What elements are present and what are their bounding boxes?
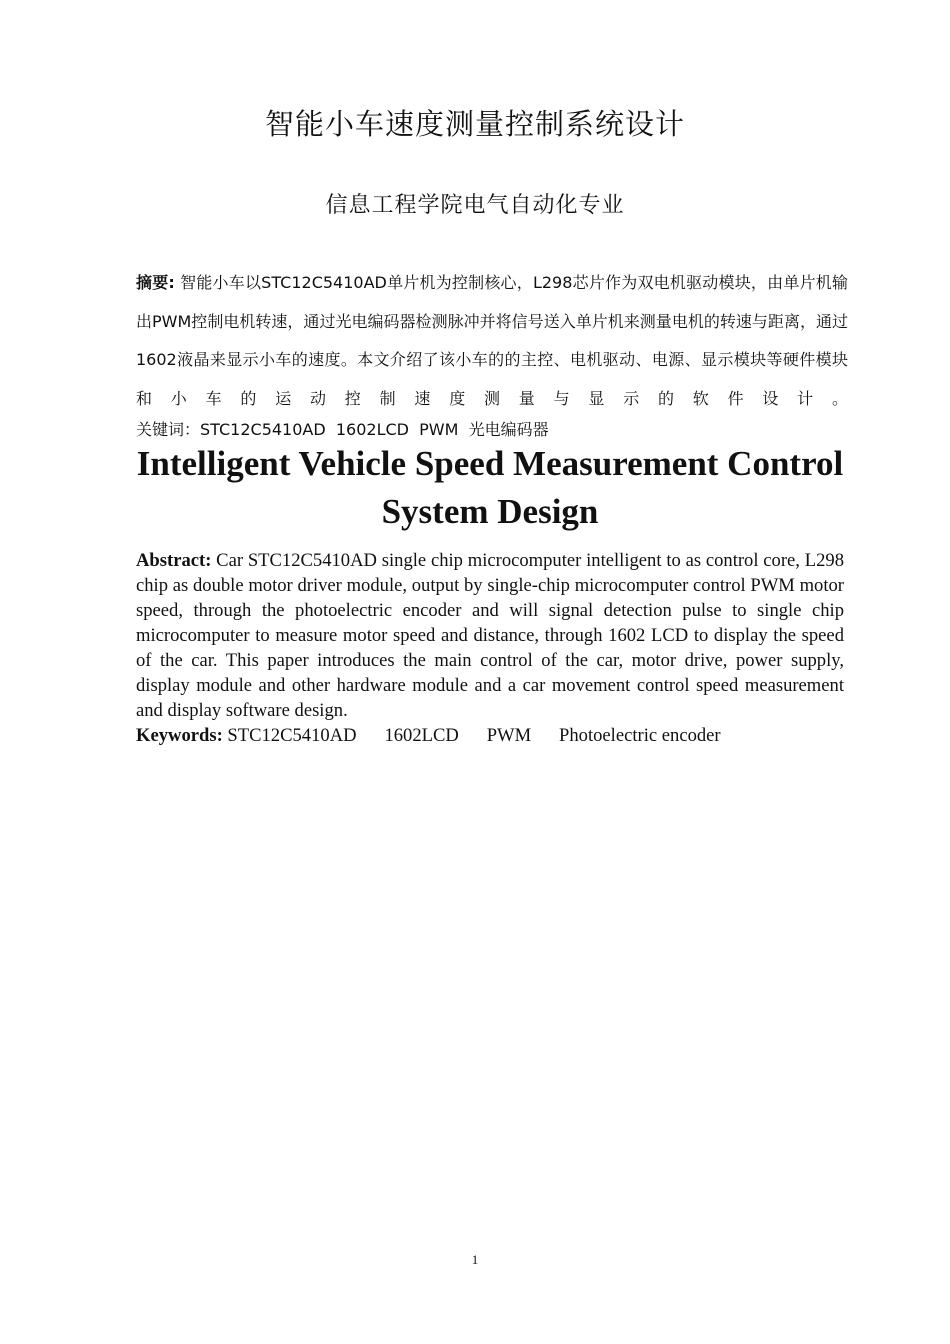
english-title-line-2: System Design [381, 492, 599, 531]
page-number: 1 [471, 1252, 479, 1267]
english-title [120, 440, 860, 536]
english-title-line-1: Intelligent Vehicle Speed Measurement Control [136, 444, 844, 483]
chinese-abstract [136, 264, 848, 418]
english-keywords-values: STC12C5410AD 1602LCD PWM Photoelectric encoder [222, 725, 721, 746]
chinese-abstract-text: 智能小车以STC12C5410AD单片机为控制核心，L298芯片作为双电机驱动模块，由单片机输出PWM控制电机转速，通过光电编码器检测脉冲并将信号送入单片机来测量电机的转速与距离，通过1602液晶来显示小车的速度。本文介绍了该小车的的主控、电机驱动、电源、显示模块等硬件模块和小车的运动控制速度测量与显示的软件设计。 [136, 273, 848, 408]
english-abstract-label: Abstract: [136, 550, 212, 571]
chinese-title: 智能小车速度测量控制系统设计 [264, 107, 685, 141]
chinese-keywords: 关键词：STC12C5410AD 1602LCD PWM 光电编码器 [136, 420, 549, 439]
english-abstract-text: Car STC12C5410AD single chip microcomputer intelligent to as control core, L298 chip as double motor driver module, output by single-chip microcomputer control PWM motor speed, through the photoelectric encoder and will signal detection pulse to single chip microcomputer to measure motor speed and distance, through 1602 LCD to display the speed of the car. This paper introduces the main control of the car, motor drive, power supply, display module and other hardware module and a car movement control speed measurement and display software design. [136, 550, 844, 721]
chinese-abstract-label: 摘要: [136, 273, 175, 292]
english-abstract [136, 548, 844, 723]
english-keywords [136, 723, 844, 748]
english-keywords-label: Keywords: [136, 725, 223, 746]
chinese-affiliation: 信息工程学院电气自动化专业 [325, 193, 625, 218]
